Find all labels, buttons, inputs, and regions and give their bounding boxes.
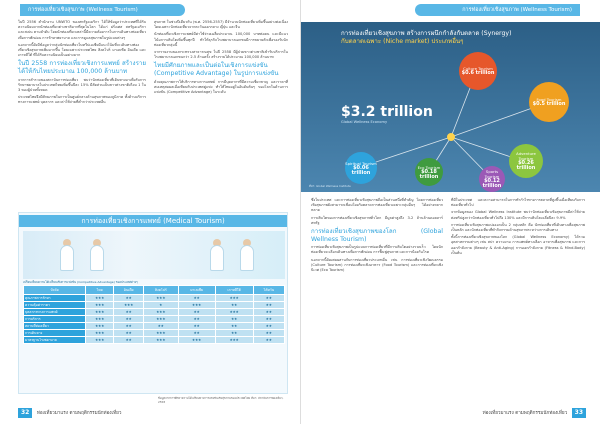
footer-title: ท่องเที่ยวมาแรง ตามพฤติกรรมนักท่องเที่ยว bbox=[36, 411, 122, 416]
right-column-1 bbox=[311, 198, 443, 275]
table-header-cell: สิงคโปร์ bbox=[144, 286, 179, 295]
table-cell: ★★ bbox=[253, 316, 284, 323]
doctor-figure-icon bbox=[90, 245, 104, 271]
bubble-value: $0.18 trillion bbox=[419, 168, 439, 180]
table-cell: ★★ bbox=[178, 316, 215, 323]
right-running-header: การท่องเที่ยวเชิงสุขภาพ (Wellness Tourism) bbox=[415, 4, 580, 16]
footnotes: ข้อมูลจากการศึกษาความได้เปรียบทางการแข่งขันเชิงสุขภาพของประเทศไทย ที่มา: สถาบันการท่องเที่ยว, 2558 bbox=[158, 396, 284, 404]
table-cell: ★★★ bbox=[144, 295, 179, 302]
table-cell: ★★★ bbox=[114, 302, 144, 309]
bubble-value: $0.6 trillion bbox=[461, 70, 495, 76]
table-cell: ★★★ bbox=[86, 337, 114, 344]
bubble-label: Sports Tourism bbox=[484, 169, 500, 179]
paragraph: ที่มีในประเทศ และความสามารถในการทำกำไรทางการตลาดที่สูงขึ้นเมื่อเทียบกับการท่องเที่ยวทั่วไป bbox=[451, 198, 585, 208]
table-cell: ★★ bbox=[178, 323, 215, 330]
bubble-value: $0.26 trillion bbox=[516, 160, 536, 171]
table-caption: เปรียบเทียบความได้เปรียบเชิงการแข่งขัน (Competitive Advantage) ของประเทศต่างๆ bbox=[23, 280, 138, 284]
row-label: การเดินทาง bbox=[24, 330, 86, 337]
table-cell: ★★ bbox=[114, 330, 144, 337]
chart-source: ที่มา: Global Wellness Institute bbox=[309, 184, 351, 188]
bubble-spiritual bbox=[345, 152, 377, 184]
paragraph: นอกจากนี้ยังผสมผสานกับการท่องเที่ยวประเภทอื่น เช่น การท่องเที่ยวเชิงวัฒนธรรม (Culture Tourism) การท่องเที่ยวเชิงอาหาร (Food Tourism) และการท่องเที่ยวเชิงนิเวศ (Eco Tourism) bbox=[311, 257, 443, 273]
left-column-2 bbox=[154, 20, 288, 97]
left-running-header: การท่องเที่ยวเชิงสุขภาพ (Wellness Tourism) bbox=[20, 4, 185, 16]
page-number: 33 bbox=[572, 408, 586, 418]
row-label: การบริการ bbox=[24, 316, 86, 323]
row-label: คุณภาพการรักษา bbox=[24, 295, 86, 302]
footer-title: ท่องเที่ยวมาแรง ตามพฤติกรรมนักท่องเที่ยว bbox=[482, 411, 568, 416]
medical-tourism-infographic bbox=[18, 212, 288, 394]
table-body bbox=[24, 295, 285, 344]
bubble-label: Adventure Tourism bbox=[516, 151, 536, 161]
paragraph: นักท่องเที่ยวเชิงการแพทย์มีค่าใช้จ่ายเฉลี่ยประมาณ 100,000 บาทต่อคน และมีแนวโน้มการเติบโตเพิ่มขึ้นทุกปี ทำให้ธุรกิจโรงพยาบาลเอกชนมีการขยายตัวเพื่อรองรับนักท่องเที่ยวกลุ่มนี้ bbox=[154, 32, 288, 47]
paragraph: ทั้งนี้การท่องเที่ยวเชิงสุขภาพของโลก (Global Wellness Economy) ได้รวมอุตสาหกรรมต่างๆ เช่น สปา ความงาม การแพทย์ทางเลือก อาหารเพื่อสุขภาพ และการออกกำลังกาย (Beauty & Anti-Aging) การออกกำลังกาย (Fitness & Mind-Body) เป็นต้น bbox=[451, 235, 585, 255]
table-cell: ★★★ bbox=[144, 316, 179, 323]
table-cell: ★★ bbox=[215, 323, 253, 330]
paragraph: จากการสำรวจของสถาบันการท่องเที่ยว พบว่านักท่องเที่ยวที่เดินทางมาเพื่อรับการรักษาพยาบาลในประเทศไทยเพิ่มขึ้นปีละ 15% มีสัดส่วนเป็นชาวต่างชาติเกือบ 1 ใน 3 ของผู้ป่วยทั้งหมด bbox=[18, 77, 146, 93]
table-header-cell: ไทย bbox=[86, 286, 114, 295]
paragraph: จากข้อมูลของ Global Wellness Institute พบว่านักท่องเที่ยวเชิงสุขภาพมีค่าใช้จ่ายต่อทริปสูงกว่านักท่องเที่ยวทั่วไปถึง 130% และมีการเติบโตเฉลี่ยปีละ 9.9% bbox=[451, 210, 585, 220]
paragraph: การเติบโตของการท่องเที่ยวเชิงสุขภาพทั่วโลก มีมูลค่าสูงถึง 3.2 ล้านล้านดอลลาร์สหรัฐ bbox=[311, 215, 443, 225]
table-cell: ★★ bbox=[253, 330, 284, 337]
section-heading: ไทยมีศักยภาพและเป็นต่อในเชิงการแข่งขัน (Competitive Advantage) ในรูปการแข่งขัน bbox=[154, 62, 279, 78]
bubble-value: $0.06 trillion bbox=[351, 164, 371, 176]
doctor-figure-icon bbox=[60, 245, 74, 271]
table-cell: ★★ bbox=[114, 309, 144, 316]
table-cell: ★★ bbox=[114, 295, 144, 302]
table-cell: ★★ bbox=[144, 323, 179, 330]
synergy-market-chart bbox=[301, 22, 600, 192]
table-header-cell: อินเดีย bbox=[114, 286, 144, 295]
left-column-1 bbox=[18, 20, 146, 108]
right-column-2 bbox=[451, 198, 585, 258]
bubble-eco bbox=[415, 158, 443, 186]
table-row bbox=[24, 316, 285, 323]
total-value: $3.2 trillion bbox=[341, 104, 433, 120]
paragraph: จากรายงานของกระทรวงสาธารณสุข ในปี 2558 มีผู้ป่วยชาวต่างชาติเข้ารับบริการในโรงพยาบาลเอกชนกว่า 2.5 ล้านครั้ง สร้างรายได้ประมาณ 100,000 ล้านบาท bbox=[154, 50, 288, 60]
table-row bbox=[24, 295, 285, 302]
table-cell: ★★ bbox=[253, 323, 284, 330]
table-cell: ★★★ bbox=[215, 337, 253, 344]
right-footer bbox=[483, 408, 586, 419]
row-label: ความคุ้มค่าราคา bbox=[24, 302, 86, 309]
infographic-title: การท่องเที่ยวเชิงการแพทย์ (Medical Tourism) bbox=[19, 215, 287, 227]
table-cell: ★★ bbox=[215, 330, 253, 337]
center-node bbox=[447, 133, 455, 141]
chart-title-sub: กับตลาดเฉพาะ (Niche market) ประเภทอื่นๆ bbox=[341, 38, 464, 45]
table-cell: ★★★ bbox=[86, 309, 114, 316]
paragraph: การท่องเที่ยวเชิงสุขภาพเป็นรูปแบบการท่องเที่ยวที่มีการเติบโตอย่างรวดเร็ว โดยนักท่องเที่ยวจะเลือกเดินทางเพื่อการพักผ่อน การฟื้นฟูสุขภาพ และการป้องกันโรค bbox=[311, 245, 443, 255]
bubble-label: Spiritual Tourism bbox=[345, 160, 377, 166]
right-page bbox=[300, 0, 600, 424]
bubble-label: Culture Tourism bbox=[463, 66, 493, 71]
bubble-value: $0.12 trillion bbox=[482, 178, 502, 189]
table-cell: ★★ bbox=[114, 337, 144, 344]
table-cell: ★★ bbox=[215, 316, 253, 323]
table-row bbox=[24, 323, 285, 330]
paragraph: สุขภาพ ในช่วงปีเดียวกัน (พ.ศ. 2556-2557) มีจำนวนนักท่องเที่ยวเพิ่มขึ้นอย่างต่อเนื่อง โดยเฉพาะนักท่องเที่ยวจากตะวันออกกลาง ญี่ปุ่น และจีน bbox=[154, 20, 288, 30]
bubble-label: Eco Tourism bbox=[417, 164, 441, 170]
bubble-sports bbox=[479, 166, 505, 192]
competitive-advantage-table bbox=[23, 285, 285, 344]
doctors-photo bbox=[23, 231, 285, 279]
table-header-cell: มาเลเซีย bbox=[178, 286, 215, 295]
table-row bbox=[24, 330, 285, 337]
doctor-figure-icon bbox=[210, 245, 224, 271]
total-label: Global Wellness Economy bbox=[341, 120, 388, 124]
table-header-cell: ปัจจัย bbox=[24, 286, 86, 295]
section-heading: การท่องเที่ยวเชิงสุขภาพของโลก (Global Wellness Tourism) bbox=[311, 228, 443, 243]
table-cell: ★★★ bbox=[215, 295, 253, 302]
table-cell: ★★★ bbox=[144, 309, 179, 316]
page-number: 32 bbox=[18, 408, 32, 418]
bubble-value: $0.5 trillion bbox=[532, 101, 566, 107]
paragraph: ซึ่งในประเทศ และการท่องเที่ยวเชิงสุขภาพถือเป็นส่วนหนึ่งที่สำคัญ โดยการท่องเที่ยวเชิงสุขภาพยังสามารถเชื่อมโยงกับตลาดการท่องเที่ยวเฉพาะกลุ่มอื่นๆ ได้อย่างหลากหลาย bbox=[311, 198, 443, 213]
table-cell: ★ bbox=[144, 302, 179, 309]
chart-title-main: การท่องเที่ยวเชิงสุขภาพ สร้างการผนึกกำลังกับตลาด (Synergy) bbox=[341, 30, 512, 37]
bubble-label: Food Tourism bbox=[536, 97, 562, 102]
table-cell: ★★★ bbox=[178, 337, 215, 344]
table-cell: ★★★ bbox=[178, 302, 215, 309]
table-cell: ★★ bbox=[253, 302, 284, 309]
table-cell: ★★★ bbox=[86, 302, 114, 309]
paragraph: การท่องเที่ยวเชิงสุขภาพแบ่งออกเป็น 2 กลุ่มหลัก คือ นักท่องเที่ยวที่เดินทางเพื่อสุขภาพเป็นหลัก และนักท่องเที่ยวที่ทำกิจกรรมด้านสุขภาพระหว่างการเดินทาง bbox=[451, 222, 585, 233]
bubble-culture bbox=[459, 52, 497, 90]
table-cell: ★★★ bbox=[86, 295, 114, 302]
table-header-cell: เกาหลีใต้ bbox=[215, 286, 253, 295]
bubble-adventure bbox=[509, 144, 543, 178]
table-cell: ★★★ bbox=[215, 309, 253, 316]
section-heading: ในปี 2558 การท่องเที่ยวเชิงการแพทย์ สร้างรายได้ให้กับไทยประมาณ 100,000 ล้านบาท bbox=[18, 60, 146, 76]
table-cell: ★★ bbox=[114, 323, 144, 330]
table-cell: ★★ bbox=[178, 309, 215, 316]
table-cell: ★★ bbox=[253, 309, 284, 316]
table-cell: ★★ bbox=[178, 330, 215, 337]
table-cell: ★★★ bbox=[86, 323, 114, 330]
table-cell: ★★ bbox=[215, 302, 253, 309]
table-cell: ★★ bbox=[178, 295, 215, 302]
left-footer bbox=[18, 408, 121, 419]
paragraph: นอกจากนี้ยังมีข้อมูลว่ากลุ่มนักท่องเที่ยวในทวีปเอเชียมีแนวโน้มที่จะเดินทางท่องเที่ยวเชิงสุขภาพเพิ่มมากขึ้น โดยเฉพาะประเทศไทย สิงคโปร์ มาเลเซีย อินเดีย และเกาหลีใต้ ที่ได้รับความนิยมเป็นอย่างมาก bbox=[18, 42, 146, 58]
table-cell: ★★★ bbox=[144, 330, 179, 337]
paragraph: ในปี 2556 ตำนักงาน UNWTO ของสหรัฐอเมริกา ได้ให้ข้อมูลว่าประเทศที่ได้รับความนิยมจากนักท่องเที่ยวต่างชาติมากที่สุดในโลก ได้แก่ ฝรั่งเศส สหรัฐอเมริกา และสเปน ตามลำดับ โดยนักท่องเที่ยวเหล่านี้มีความต้องการในการเดินทางท่องเที่ยวเพื่อการพักผ่อน การรักษาพยาบาล และการดูแลสุขภาพในรูปแบบต่างๆ bbox=[18, 20, 146, 40]
table-cell: ★★★ bbox=[144, 337, 179, 344]
table-header-cell: ไต้หวัน bbox=[253, 286, 284, 295]
table-cell: ★★★ bbox=[86, 316, 114, 323]
row-label: บุคลากรทางการแพทย์ bbox=[24, 309, 86, 316]
row-label: มาตรฐานโรงพยาบาล bbox=[24, 337, 86, 344]
paragraph: ประเทศไทยจึงมีศักยภาพในการเป็นศูนย์กลางด้านสุขภาพของภูมิภาค ทั้งด้านบริการทางการแพทย์ บุคลากร และค่าใช้จ่ายที่ต่ำกว่าประเทศอื่น bbox=[18, 95, 146, 105]
table-row bbox=[24, 309, 285, 316]
table-cell: ★★ bbox=[114, 316, 144, 323]
bubble-food bbox=[529, 82, 569, 122]
doctor-figure-icon bbox=[240, 245, 254, 271]
table-cell: ★★ bbox=[253, 337, 284, 344]
table-row bbox=[24, 302, 285, 309]
table-cell: ★★ bbox=[253, 295, 284, 302]
paragraph: ด้วยคุณภาพการให้บริการทางการแพทย์ การมีบุคลากรที่มีความเชี่ยวชาญ และราคาที่สมเหตุสมผลเมื่อเทียบกับประเทศคู่แข่ง ทำให้ไทยอยู่ในอันดับต้นๆ ของโลกในด้านการแข่งขัน (Competitive Advantage) ในระดับ bbox=[154, 79, 288, 95]
table-header-row bbox=[24, 286, 285, 295]
chart-title bbox=[341, 30, 581, 46]
row-label: สถานที่ท่องเที่ยว bbox=[24, 323, 86, 330]
table-cell: ★★★ bbox=[86, 330, 114, 337]
table-row bbox=[24, 337, 285, 344]
